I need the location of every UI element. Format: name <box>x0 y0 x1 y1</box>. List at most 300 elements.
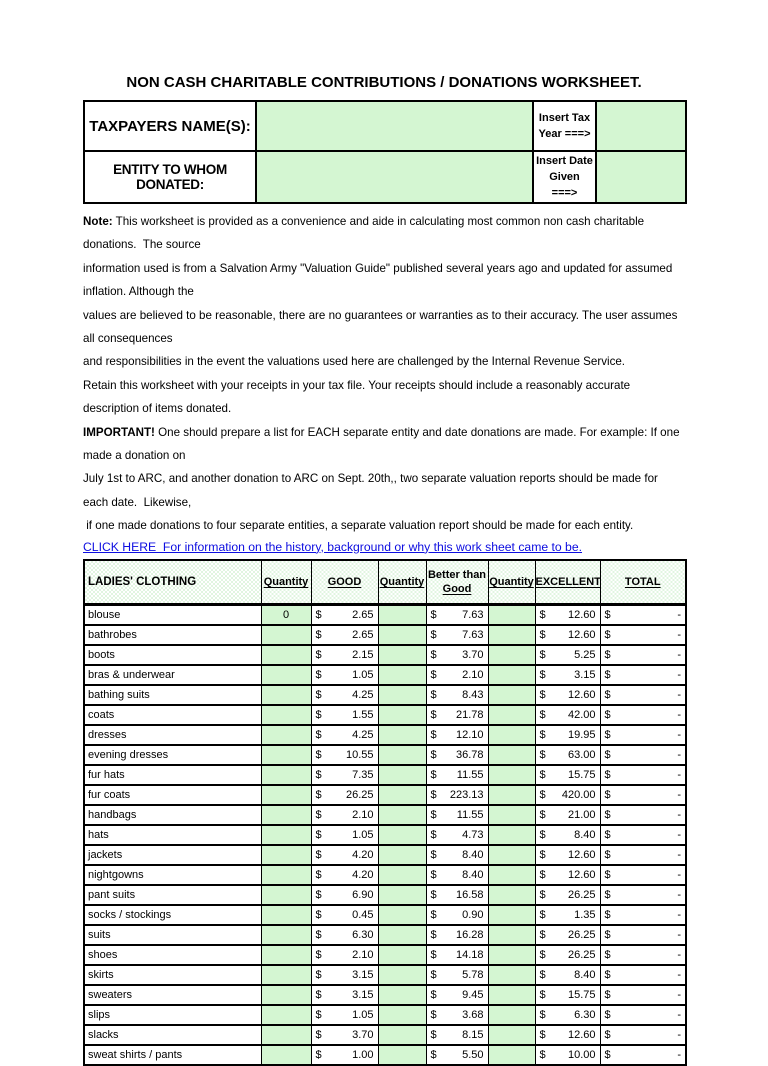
excellent-amount: 12.60 <box>567 868 596 881</box>
currency-symbol: $ <box>430 748 437 761</box>
note-text: Retain this worksheet with your receipts in your tax file. Your receipts should include a reasonably accurate description of items donated. <box>83 378 634 416</box>
currency-symbol: $ <box>315 888 322 901</box>
currency-symbol: $ <box>430 788 437 801</box>
quantity-better-cell[interactable] <box>378 1045 426 1065</box>
currency-symbol: $ <box>539 1008 546 1021</box>
better-price-cell <box>426 885 488 905</box>
total-cell <box>600 985 686 1005</box>
quantity-excellent-cell[interactable] <box>488 905 535 925</box>
total-cell <box>600 965 686 985</box>
excellent-price-cell <box>535 945 600 965</box>
better-amount: 11.55 <box>456 808 484 821</box>
quantity-better-cell[interactable] <box>378 925 426 945</box>
good-amount: 4.25 <box>352 688 374 701</box>
quantity-excellent-cell[interactable] <box>488 945 535 965</box>
table-row <box>84 705 686 725</box>
quantity-good-cell[interactable] <box>261 985 311 1005</box>
quantity-better-cell[interactable] <box>378 605 426 625</box>
note-line <box>83 467 685 514</box>
quantity-excellent-cell[interactable] <box>488 765 535 785</box>
note-line <box>83 304 685 351</box>
total-amount: - <box>677 608 681 621</box>
item-name: slips <box>84 1005 261 1025</box>
quantity-excellent-cell[interactable] <box>488 865 535 885</box>
excellent-amount: 26.25 <box>567 928 596 941</box>
note-text: if one made donations to four separate entities, a separate valuation report should be made for each entity. <box>83 519 634 533</box>
quantity-excellent-cell[interactable] <box>488 745 535 765</box>
currency-symbol: $ <box>315 848 322 861</box>
currency-symbol: $ <box>315 928 322 941</box>
currency-symbol: $ <box>315 688 322 701</box>
quantity-good-cell[interactable] <box>261 845 311 865</box>
note-line <box>83 421 685 468</box>
currency-symbol: $ <box>539 768 546 781</box>
table-row <box>84 665 686 685</box>
good-price-cell <box>311 865 378 885</box>
note-line <box>83 257 685 304</box>
better-amount: 8.40 <box>462 868 484 881</box>
table-row <box>84 885 686 905</box>
currency-symbol: $ <box>604 808 611 821</box>
item-name: hats <box>84 825 261 845</box>
quantity-better-cell[interactable] <box>378 745 426 765</box>
quantity-good-cell[interactable] <box>261 825 311 845</box>
total-amount: - <box>677 728 681 741</box>
excellent-header <box>535 560 600 605</box>
better-amount: 16.58 <box>455 888 484 901</box>
total-cell <box>600 805 686 825</box>
currency-symbol: $ <box>539 748 546 761</box>
quantity-excellent-cell[interactable] <box>488 625 535 645</box>
quantity-good-cell[interactable] <box>261 945 311 965</box>
currency-symbol: $ <box>539 948 546 961</box>
quantity-better-cell[interactable] <box>378 825 426 845</box>
quantity-better-cell[interactable] <box>378 725 426 745</box>
quantity-better-cell[interactable] <box>378 845 426 865</box>
table-row <box>84 765 686 785</box>
good-amount: 2.10 <box>352 808 374 821</box>
table-row <box>84 1045 686 1065</box>
history-link[interactable]: CLICK HERE For information on the history, background or why this work sheet came to be. <box>83 539 583 554</box>
excellent-price-cell <box>535 745 600 765</box>
table-row <box>84 625 686 645</box>
quantity-better-cell[interactable] <box>378 945 426 965</box>
quantity-good-cell[interactable] <box>261 745 311 765</box>
quantity-better-cell[interactable] <box>378 965 426 985</box>
currency-symbol: $ <box>604 688 611 701</box>
currency-symbol: $ <box>315 988 322 1001</box>
total-cell <box>600 725 686 745</box>
currency-symbol: $ <box>430 768 437 781</box>
total-cell <box>600 1025 686 1045</box>
quantity-good-cell[interactable] <box>261 1025 311 1045</box>
good-header <box>311 560 378 605</box>
excellent-amount: 21.00 <box>567 808 596 821</box>
quantity-good-cell[interactable] <box>261 685 311 705</box>
currency-symbol: $ <box>315 648 322 661</box>
quantity-excellent-cell[interactable] <box>488 1045 535 1065</box>
currency-symbol: $ <box>430 708 437 721</box>
note-line <box>83 374 685 421</box>
currency-symbol: $ <box>430 928 437 941</box>
good-amount: 6.90 <box>352 888 374 901</box>
quantity-better-cell[interactable] <box>378 1025 426 1045</box>
page-title: NON CASH CHARITABLE CONTRIBUTIONS / DONATIONS WORKSHEET. <box>126 74 642 91</box>
currency-symbol: $ <box>604 848 611 861</box>
good-price-cell <box>311 885 378 905</box>
good-amount: 26.25 <box>345 788 374 801</box>
quantity-good-cell[interactable] <box>261 925 311 945</box>
better-price-cell <box>426 1005 488 1025</box>
currency-symbol: $ <box>539 828 546 841</box>
quantity-good-cell[interactable] <box>261 905 311 925</box>
total-amount: - <box>677 1028 681 1041</box>
total-cell <box>600 865 686 885</box>
excellent-price-cell <box>535 645 600 665</box>
total-amount: - <box>677 868 681 881</box>
insert-date-given-line2: Given ===> <box>549 171 580 199</box>
quantity-excellent-cell[interactable] <box>488 705 535 725</box>
good-price-cell <box>311 785 378 805</box>
total-amount: - <box>677 628 681 641</box>
quantity-better-cell[interactable] <box>378 885 426 905</box>
quantity-header-label: Quantity <box>379 575 425 588</box>
currency-symbol: $ <box>430 728 437 741</box>
better-amount: 21.78 <box>455 708 484 721</box>
good-amount: 2.15 <box>352 648 374 661</box>
currency-symbol: $ <box>604 768 611 781</box>
quantity-good-cell[interactable] <box>261 725 311 745</box>
quantity-excellent-cell[interactable] <box>488 925 535 945</box>
currency-symbol: $ <box>539 788 546 801</box>
quantity-better-cell[interactable] <box>378 625 426 645</box>
table-row <box>84 685 686 705</box>
good-price-cell <box>311 945 378 965</box>
currency-symbol: $ <box>315 968 322 981</box>
currency-symbol: $ <box>315 628 322 641</box>
table-row <box>84 1025 686 1045</box>
better-amount: 8.40 <box>462 848 484 861</box>
table-row <box>84 785 686 805</box>
quantity-good-cell[interactable] <box>261 1005 311 1025</box>
total-cell <box>600 665 686 685</box>
item-name: nightgowns <box>84 865 261 885</box>
total-header-label: TOTAL <box>624 575 661 588</box>
table-row <box>84 825 686 845</box>
currency-symbol: $ <box>430 1048 437 1061</box>
quantity-good-cell[interactable]: 0 <box>261 605 311 625</box>
better-price-cell <box>426 605 488 625</box>
currency-symbol: $ <box>315 948 322 961</box>
quantity-excellent-cell[interactable] <box>488 1005 535 1025</box>
quantity-better-cell[interactable] <box>378 905 426 925</box>
quantity-better-cell[interactable] <box>378 665 426 685</box>
excellent-amount: 5.25 <box>574 648 596 661</box>
better-amount: 14.18 <box>455 948 484 961</box>
currency-symbol: $ <box>430 688 437 701</box>
good-amount: 4.20 <box>352 848 374 861</box>
currency-symbol: $ <box>539 968 546 981</box>
quantity-better-cell[interactable] <box>378 765 426 785</box>
quantity-good-cell[interactable] <box>261 965 311 985</box>
quantity-better-cell[interactable] <box>378 785 426 805</box>
item-name: suits <box>84 925 261 945</box>
currency-symbol: $ <box>604 988 611 1001</box>
excellent-price-cell <box>535 725 600 745</box>
good-amount: 10.55 <box>345 748 374 761</box>
quantity-excellent-cell[interactable] <box>488 805 535 825</box>
total-cell <box>600 685 686 705</box>
quantity-good-cell[interactable] <box>261 785 311 805</box>
better-amount: 8.43 <box>462 688 484 701</box>
better-amount: 3.70 <box>462 648 484 661</box>
better-price-cell <box>426 925 488 945</box>
quantity-excellent-cell[interactable] <box>488 725 535 745</box>
currency-symbol: $ <box>539 688 546 701</box>
excellent-amount: 19.95 <box>567 728 596 741</box>
currency-symbol: $ <box>539 808 546 821</box>
good-amount: 3.15 <box>352 968 374 981</box>
currency-symbol: $ <box>539 728 546 741</box>
table-row <box>84 905 686 925</box>
total-amount: - <box>677 768 681 781</box>
currency-symbol: $ <box>539 628 546 641</box>
better-price-cell <box>426 785 488 805</box>
currency-symbol: $ <box>604 788 611 801</box>
quantity-better-cell[interactable] <box>378 865 426 885</box>
quantity-excellent-cell[interactable] <box>488 985 535 1005</box>
good-price-cell <box>311 725 378 745</box>
good-amount: 1.05 <box>352 828 374 841</box>
currency-symbol: $ <box>315 828 322 841</box>
taxpayers-name-input[interactable] <box>256 101 533 151</box>
good-amount: 1.05 <box>352 668 374 681</box>
better-price-cell <box>426 625 488 645</box>
total-cell <box>600 705 686 725</box>
good-amount: 2.10 <box>352 948 374 961</box>
quantity-header-1 <box>261 560 311 605</box>
quantity-excellent-cell[interactable] <box>488 645 535 665</box>
good-sub-label: Good <box>442 582 472 595</box>
excellent-amount: 10.00 <box>567 1048 596 1061</box>
quantity-good-cell[interactable] <box>261 645 311 665</box>
better-price-cell <box>426 645 488 665</box>
better-price-cell <box>426 905 488 925</box>
currency-symbol: $ <box>604 928 611 941</box>
entity-donated-label: ENTITY TO WHOM DONATED: <box>84 151 256 203</box>
item-name: bras & underwear <box>84 665 261 685</box>
taxpayers-name-label: TAXPAYERS NAME(S): <box>84 101 256 151</box>
better-amount: 2.10 <box>462 668 484 681</box>
currency-symbol: $ <box>539 708 546 721</box>
item-name: sweaters <box>84 985 261 1005</box>
good-price-cell <box>311 625 378 645</box>
excellent-price-cell <box>535 985 600 1005</box>
better-amount: 3.68 <box>462 1008 484 1021</box>
excellent-price-cell <box>535 865 600 885</box>
quantity-excellent-cell[interactable] <box>488 825 535 845</box>
quantity-better-cell[interactable] <box>378 645 426 665</box>
currency-symbol: $ <box>539 848 546 861</box>
quantity-good-cell[interactable] <box>261 885 311 905</box>
total-amount: - <box>677 648 681 661</box>
currency-symbol: $ <box>430 888 437 901</box>
good-price-cell <box>311 905 378 925</box>
quantity-good-cell[interactable] <box>261 1045 311 1065</box>
good-amount: 4.20 <box>352 868 374 881</box>
total-cell <box>600 1005 686 1025</box>
entity-donated-input[interactable] <box>256 151 533 203</box>
currency-symbol: $ <box>604 908 611 921</box>
quantity-better-cell[interactable] <box>378 685 426 705</box>
better-amount: 5.78 <box>462 968 484 981</box>
quantity-header-label: Quantity <box>263 575 309 588</box>
better-amount: 9.45 <box>462 988 484 1001</box>
good-amount: 2.65 <box>352 628 374 641</box>
better-amount: 0.90 <box>462 908 484 921</box>
total-amount: - <box>677 888 681 901</box>
quantity-excellent-cell[interactable] <box>488 665 535 685</box>
item-name: fur coats <box>84 785 261 805</box>
total-cell <box>600 765 686 785</box>
better-price-cell <box>426 685 488 705</box>
better-amount: 7.63 <box>462 628 484 641</box>
quantity-better-cell[interactable] <box>378 1005 426 1025</box>
currency-symbol: $ <box>539 888 546 901</box>
good-price-cell <box>311 825 378 845</box>
currency-symbol: $ <box>539 988 546 1001</box>
excellent-amount: 8.40 <box>574 968 596 981</box>
item-name: jackets <box>84 845 261 865</box>
currency-symbol: $ <box>604 828 611 841</box>
total-amount: - <box>677 1008 681 1021</box>
currency-symbol: $ <box>604 1008 611 1021</box>
quantity-better-cell[interactable] <box>378 805 426 825</box>
good-price-cell <box>311 925 378 945</box>
quantity-good-cell[interactable] <box>261 765 311 785</box>
better-price-cell <box>426 745 488 765</box>
note-line <box>83 350 685 373</box>
currency-symbol: $ <box>430 628 437 641</box>
excellent-price-cell <box>535 905 600 925</box>
currency-symbol: $ <box>315 748 322 761</box>
excellent-price-cell <box>535 805 600 825</box>
quantity-good-cell[interactable] <box>261 665 311 685</box>
better-price-cell <box>426 765 488 785</box>
excellent-price-cell <box>535 665 600 685</box>
total-amount: - <box>677 808 681 821</box>
quantity-excellent-cell[interactable] <box>488 885 535 905</box>
quantity-excellent-cell[interactable] <box>488 685 535 705</box>
currency-symbol: $ <box>430 648 437 661</box>
table-row <box>84 945 686 965</box>
good-price-cell <box>311 605 378 625</box>
item-name: bathing suits <box>84 685 261 705</box>
currency-symbol: $ <box>539 1028 546 1041</box>
header-form-box <box>83 100 687 204</box>
quantity-better-cell[interactable] <box>378 985 426 1005</box>
table-row <box>84 745 686 765</box>
currency-symbol: $ <box>604 948 611 961</box>
better-price-cell <box>426 725 488 745</box>
excellent-amount: 8.40 <box>574 828 596 841</box>
currency-symbol: $ <box>604 968 611 981</box>
table-row <box>84 605 686 625</box>
excellent-price-cell <box>535 1025 600 1045</box>
excellent-amount: 12.60 <box>567 608 596 621</box>
better-price-cell <box>426 665 488 685</box>
good-price-cell <box>311 745 378 765</box>
quantity-good-cell[interactable] <box>261 625 311 645</box>
better-price-cell <box>426 1025 488 1045</box>
better-price-cell <box>426 825 488 845</box>
tax-year-input[interactable] <box>596 101 686 151</box>
quantity-good-cell[interactable] <box>261 805 311 825</box>
quantity-good-cell[interactable] <box>261 705 311 725</box>
total-amount: - <box>677 828 681 841</box>
total-amount: - <box>677 668 681 681</box>
better-amount: 11.55 <box>456 768 484 781</box>
item-name: handbags <box>84 805 261 825</box>
total-amount: - <box>677 988 681 1001</box>
currency-symbol: $ <box>430 828 437 841</box>
date-given-input[interactable] <box>596 151 686 203</box>
table-row <box>84 965 686 985</box>
better-amount: 5.50 <box>462 1048 484 1061</box>
total-amount: - <box>677 928 681 941</box>
good-price-cell <box>311 845 378 865</box>
excellent-price-cell <box>535 925 600 945</box>
currency-symbol: $ <box>604 628 611 641</box>
quantity-better-cell[interactable] <box>378 705 426 725</box>
total-header <box>600 560 686 605</box>
currency-symbol: $ <box>430 908 437 921</box>
better-amount: 7.63 <box>462 608 484 621</box>
table-body <box>84 605 686 1065</box>
item-name: evening dresses <box>84 745 261 765</box>
currency-symbol: $ <box>315 868 322 881</box>
quantity-header-label: Quantity <box>489 575 534 588</box>
quantity-good-cell[interactable] <box>261 865 311 885</box>
item-name: coats <box>84 705 261 725</box>
currency-symbol: $ <box>315 1028 322 1041</box>
excellent-amount: 12.60 <box>567 688 596 701</box>
quantity-excellent-cell[interactable] <box>488 785 535 805</box>
currency-symbol: $ <box>430 808 437 821</box>
quantity-excellent-cell[interactable] <box>488 845 535 865</box>
quantity-excellent-cell[interactable] <box>488 1025 535 1045</box>
currency-symbol: $ <box>430 968 437 981</box>
good-price-cell <box>311 985 378 1005</box>
item-name: slacks <box>84 1025 261 1045</box>
excellent-amount: 26.25 <box>567 948 596 961</box>
item-name: skirts <box>84 965 261 985</box>
table-row <box>84 805 686 825</box>
table-row <box>84 1005 686 1025</box>
total-cell <box>600 825 686 845</box>
quantity-header-3 <box>488 560 535 605</box>
quantity-excellent-cell[interactable] <box>488 965 535 985</box>
quantity-excellent-cell[interactable] <box>488 605 535 625</box>
currency-symbol: $ <box>315 668 322 681</box>
currency-symbol: $ <box>430 668 437 681</box>
item-name: bathrobes <box>84 625 261 645</box>
excellent-price-cell <box>535 845 600 865</box>
currency-symbol: $ <box>315 908 322 921</box>
currency-symbol: $ <box>430 868 437 881</box>
total-cell <box>600 845 686 865</box>
table-row <box>84 985 686 1005</box>
